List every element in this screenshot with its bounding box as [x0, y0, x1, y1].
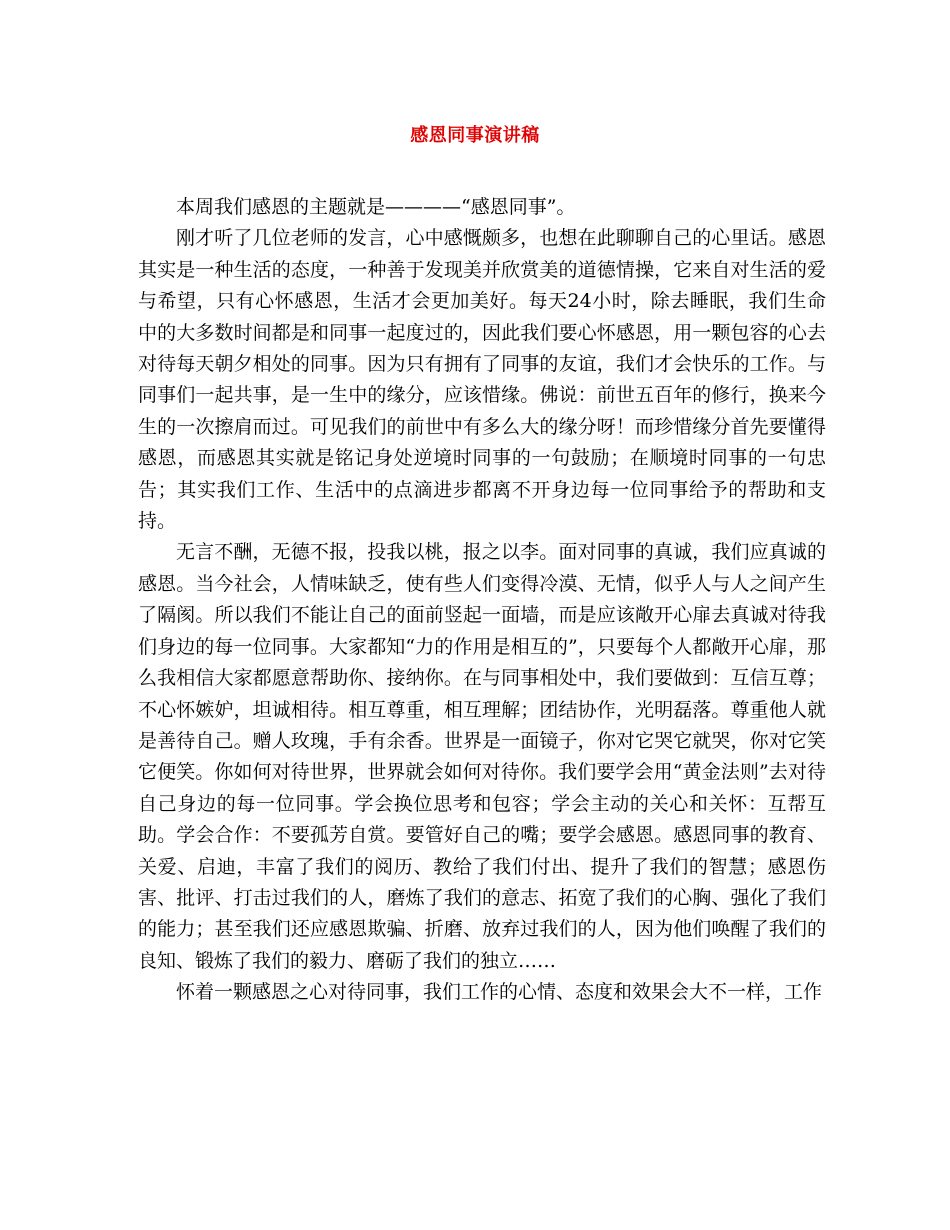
document-body	[138, 192, 826, 1009]
paragraph-4: 怀着一颗感恩之心对待同事，我们工作的心情、态度和效果会大不一样，工作	[176, 981, 823, 1004]
paragraph-3: 无言不酬，无德不报，投我以桃，报之以李。面对同事的真诚，我们应真诚的感恩。当今社会，人情味缺乏，使有些人们变得冷漠、无情，似乎人与人之间产生了隔阂。所以我们不能让自己的面前竖起一面墙，而是应该敞开心扉去真诚对待我们身边的每一位同事。大家都知“力的作用是相互的”，只要每个人都敞开心扉，那么我相信大家都愿意帮助你、接纳你。在与同事相处中，我们要做到：互信互尊；不心怀嫉妒，坦诚相待。相互尊重，相互理解；团结协作，光明磊落。尊重他人就是善待自己。赠人玫瑰，手有余香。世界是一面镜子，你对它哭它就哭，你对它笑它便笑。你如何对待世界，世界就会如何对待你。我们要学会用“黄金法则”去对待自己身边的每一位同事。学会换位思考和包容；学会主动的关心和关怀：互帮互助。学会合作：不要孤芳自赏。要管好自己的嘴；要学会感恩。感恩同事的教育、关爱、启迪，丰富了我们的阅历、教给了我们付出、提升了我们的智慧；感恩伤害、批评、打击过我们的人，磨炼了我们的意志、拓宽了我们的心胸、强化了我们的能力；甚至我们还应感恩欺骗、折磨、放弃过我们的人，因为他们唤醒了我们的良知、锻炼了我们的毅力、磨砺了我们的独立……	[138, 541, 826, 972]
paragraph-1: 本周我们感恩的主题就是————“感恩同事”。	[176, 196, 576, 218]
document-title: 感恩同事演讲稿	[410, 125, 540, 146]
paragraph-2: 刚才听了几位老师的发言，心中感慨颇多，也想在此聊聊自己的心里话。感恩其实是一种生活的态度，一种善于发现美并欣赏美的道德情操，它来自对生活的爱与希望，只有心怀感恩，生活才会更加美好。每天24小时，除去睡眠，我们生命中的大多数时间都是和同事一起度过的，因此我们要心怀感恩，用一颗包容的心去对待每天朝夕相处的同事。因为只有拥有了同事的友谊，我们才会快乐的工作。与同事们一起共事，是一生中的缘分，应该惜缘。佛说：前世五百年的修行，换来今生的一次擦肩而过。可见我们的前世中有多么大的缘分呀！而珍惜缘分首先要懂得感恩，而感恩其实就是铭记身处逆境时同事的一句鼓励；在顺境时同事的一句忠告；其实我们工作、生活中的点滴进步都离不开身边每一位同事给予的帮助和支持。	[138, 227, 826, 533]
